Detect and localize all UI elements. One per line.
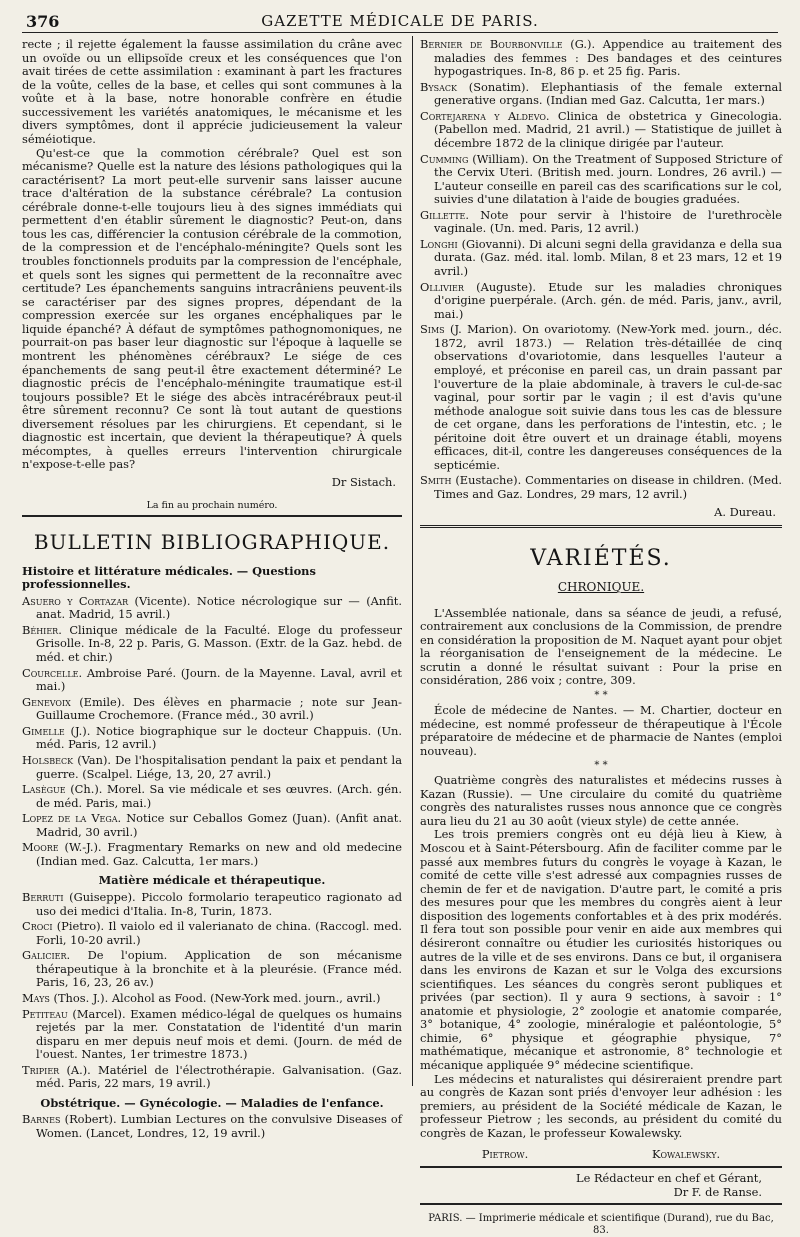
entry-text: (Emile). Des élèves en pharmacie ; note sur Jean-Guillaume Crochemore. (France méd., 30 avril.)	[36, 694, 402, 723]
bibliography-entry	[420, 323, 782, 472]
bulletin-section-heading: Matière médicale et thérapeutique.	[98, 873, 326, 888]
bibliography-entry	[22, 1113, 402, 1140]
entry-text: (Robert). Lumbian Lectures on the convulsive Diseases of Women. (Lancet, Londres, 12, 19 avril.)	[36, 1112, 402, 1141]
entry-text: (Giovanni). Di alcuni segni della gravidanza e della sua durata. (Gaz. méd. ital. lomb. Milan, 8 et 23 mars, 12 et 19 avril.)	[434, 236, 782, 278]
column-divider	[412, 36, 413, 1086]
entry-text: (Pietro). Il vaiolo ed il valerianato de china. (Raccogl. med. Forli, 10-20 avril.)	[36, 919, 402, 947]
chronique-paragraph: L'Assemblée nationale, dans sa séance de jeudi, a refusé, contrairement aux conclusions de la Commission, de prendre en considération la proposition de M. Naquet ayant pour objet la réorganisation de l'enseignement de la médecine. Le scrutin a donné le résultat suivant : Pour la prise en considération, 286 voix ; contre, 309.	[420, 605, 782, 688]
bibliography-entry	[22, 920, 402, 947]
entry-author: Galicier.	[22, 948, 71, 963]
bibliography-entry	[22, 1008, 402, 1062]
bibliography-entry	[420, 110, 782, 151]
editor-title: Le Rédacteur en chef et Gérant,	[576, 1170, 762, 1185]
section-rule	[22, 515, 402, 517]
entry-author: Barnes	[22, 1112, 61, 1127]
entry-author: Cortejarena y Aldevo.	[420, 108, 550, 123]
chronique-subtitle: CHRONIQUE.	[557, 580, 645, 595]
bibliography-entry	[22, 812, 402, 839]
bibliography-entry	[22, 891, 402, 918]
bibliography-entry	[420, 209, 782, 236]
bulletin-section-entries-continued	[420, 38, 782, 502]
entry-text: De l'opium. Application de son mécanisme thérapeutique à la bronchite et à la pleurésie. (France méd. Paris, 16, 23, 26 av.)	[36, 948, 402, 990]
entry-text: (J. Marion). On ovariotomy. (New-York med. journ., déc. 1872, avril 1873.) — Relation très-détaillée de cinq observations d'ovariotomie, dans lesquelles l'auteur a employé, et préconise en pareil cas, un drain passant par l'ouverture de la plaie abdominale, à travers le cul-de-sac vaginal, pour sortir par le vagin ; il est d'avis qu'une méthode analogue soit suivie dans tous les cas de blessure de cet organe, dans les perforations de l'intestin, etc. ; le péritoine doit être ouvert et un drainage établi, moyens efficaces, dit-il, contre les dangereuses conséquences de la septicémie.	[434, 322, 782, 472]
entry-text: (G.). Appendice au traitement des maladies des femmes : Des bandages et des ceintures hypogastriques. In-8, 86 p. et 25 fig. Paris.	[434, 37, 783, 79]
entry-text: (Auguste). Etude sur les maladies chroniques d'origine puerpérale. (Arch. gén. de méd. Paris, janv., avril, mai.)	[434, 279, 783, 321]
entry-author: Genevoix	[22, 694, 71, 709]
chronique-paragraph: Les trois premiers congrès ont eu déjà lieu à Kiew, à Moscou et à Saint-Pétersbourg. Afin de faciliter comme par le passé aux membres futurs du congrès le voyage à Kazan, le comité de cette ville s'est adressé aux compagnies russes de chemin de fer et de navigation. D'autre part, le comité a pris des mesures pour que les membres du congrès aient à leur disposition des logements confortables et à des prix modérés. Il fera tout son possible pour venir en aide aux membres qui désireront connaître ou étudier les curiosités historiques ou autres de la ville et de ses environs. Dans ce but, il organisera dans les environs de Kazan et sur le Volga des excursions scientifiques. Les séances du congrès seront publiques et privées (par section). Il y aura 9 sections, à savoir : 1° anatomie et physiologie, 2° zoologie et anatomie comparée, 3° botanique, 4° zoologie, minéralogie et paléontologie, 5° chimie, 6° physique et géographie physique, 7° mathématique, mécanique et astronomie, 8° technologie et mécanique appliquée 9° médecine scientifique.	[420, 827, 782, 1072]
page-header	[22, 10, 778, 33]
left-column	[22, 38, 402, 1143]
entry-author: Gillette.	[420, 207, 470, 222]
editor-name: Dr F. de Ranse.	[673, 1184, 762, 1199]
entry-author: Berruti	[22, 890, 64, 905]
section-rule	[420, 525, 782, 528]
page-number: 376	[26, 12, 60, 31]
asterism: * *	[594, 689, 608, 701]
entry-author: Gimelle	[22, 723, 65, 738]
chronique-paragraph: École de médecine de Nantes. — M. Chartier, docteur en médecine, est nommé professeur de thérapeutique à l'École préparatoire de médecine et de pharmacie de Nantes (emploi nouveau).	[420, 702, 782, 758]
entry-text: Clinica de obstetrica y Ginecologia. (Pabellon med. Madrid, 21 avril.) — Statistique de juillet à décembre 1872 de la clinique dirigée par l'auteur.	[434, 108, 783, 150]
entry-text: (Thos. J.). Alcohol as Food. (New-York med. journ., avril.)	[53, 990, 381, 1005]
entry-author: Holsbeck	[22, 752, 74, 767]
entry-author: Courcelle.	[22, 665, 83, 680]
entry-author: Petiteau	[22, 1006, 68, 1021]
entry-author: Bernier de Bourbonville	[420, 37, 563, 51]
journal-title: GAZETTE MÉDICALE DE PARIS.	[261, 12, 539, 30]
entry-text: (J.). Notice biographique sur le docteur Chappuis. (Un. méd. Paris, 12 avril.)	[36, 723, 403, 752]
chronique-paragraph: Quatrième congrès des naturalistes et médecins russes à Kazan (Russie). — Une circulaire du comité du quatrième congrès des naturalistes russes nous annonce que ce congrès aura lieu du 21 au 30 août (vieux style) de cette année.	[420, 773, 782, 828]
bibliography-entry	[22, 949, 402, 990]
entry-author: Sims	[420, 322, 445, 337]
right-column	[420, 38, 782, 1237]
entry-text: (Eustache). Commentaries on disease in children. (Med. Times and Gaz. Londres, 29 mars, 12 avril.)	[434, 473, 783, 501]
bulletin-section-heading: Histoire et littérature médicales. — Questions professionnelles.	[22, 563, 316, 592]
article-paragraph: Qu'est-ce que la commotion cérébrale? Quel est son mécanisme? Quelle est la nature des lésions pathologiques qui la caractérisent? La mort peut-elle survenir sans laisser aucune trace d'altération de la substance cérébrale? La contusion cérébrale donne-t-elle toujours lieu à des signes immédiats qui permettent d'en établir sûrement le diagnostic? Peut-on, dans tous les cas, différencier la contusion cérébrale de la commotion, de la compression et de l'encéphalo-méningite? Quels sont les troubles fonctionnels produits par la compression de l'encéphale, et quels sont les signes qui permettent de la reconnaître avec certitude? Les épanchements sanguins intracrâniens peuvent-ils se caractériser par des signes propres, dépendant de la compression exercée sur les organes encéphaliques par le liquide épanché? À défaut de symptômes pathognomoniques, ne pourrait-on pas baser leur diagnostic sur l'époque à laquelle se montrent les phénomènes cérébraux? Le siége de ces épanchements de sang peut-il être exactement déterminé? Le diagnostic précis de l'encéphalo-méningite traumatique est-il toujours possible? Et le siége des abcès intracérébraux peut-il être sûrement reconnu? Ce sont là tout autant de questions diversement résolues par les chirurgiens. Et cependant, si le diagnostic est incertain, que devient la thérapeutique? À quels mécomptes, à quelles erreurs l'intervention chirurgicale n'expose-t-elle pas?	[22, 145, 402, 472]
entry-author: Lopez de la Vega.	[22, 811, 122, 826]
bibliography-entry	[420, 238, 782, 279]
section-rule	[420, 1203, 782, 1205]
bulletin-signature: A. Dureau.	[714, 504, 776, 519]
bibliography-entry	[22, 754, 402, 781]
continued-note: La fin au prochain numéro.	[146, 499, 278, 511]
entry-text: (A.). Matériel de l'électrothérapie. Galvanisation. (Gaz. méd. Paris, 22 mars, 19 avril.)	[36, 1062, 402, 1091]
bibliography-entry	[22, 783, 402, 810]
signature-kowalewsky: Kowalewsky.	[651, 1147, 721, 1162]
bibliography-entry	[22, 696, 402, 723]
varietes-title: VARIÉTÉS.	[530, 546, 672, 572]
entry-author: Béhier.	[22, 622, 62, 637]
entry-text: (Sonatim). Elephantiasis of the female external generative organs. (Indian med Gaz. Calcutta, 1er mars.)	[434, 79, 782, 108]
bibliography-entry	[420, 474, 782, 501]
bibliography-entry	[22, 595, 402, 622]
entry-text: Notice sur Ceballos Gomez (Juan). (Anfit anat. Madrid, 30 avril.)	[36, 811, 402, 839]
bibliography-entry	[420, 153, 782, 207]
bulletin-title: BULLETIN BIBLIOGRAPHIQUE.	[33, 529, 391, 554]
chronique-paragraph: Les médecins et naturalistes qui désireraient prendre part au congrès de Kazan sont priés d'envoyer leur adhésion : les premiers, au président de la Société médicale de Kazan, le professeur Pietrow ; les seconds, au président du comité du congrès de Kazan, le professeur Kowalewsky.	[420, 1071, 782, 1140]
bibliography-entry	[420, 38, 782, 79]
bibliography-entry	[22, 1064, 402, 1091]
entry-author: Moore	[22, 840, 59, 855]
article-paragraph: recte ; il rejette également la fausse assimilation du crâne avec un ovoïde ou un ellipsoïde creux et les conséquences que l'on avait tirées de cette assimilation : examinant à part les fractures de la voûte, celles de la base, et celles qui sont communes à la voûte et à la base, notre honorable confrère en étudie successivement les variétés anatomiques, le mécanisme et les divers symptômes, dont il apprécie judicieusement la valeur séméiotique.	[22, 37, 402, 146]
bibliography-entry	[22, 992, 402, 1006]
bibliography-entry	[22, 624, 402, 665]
entry-text: Ambroise Paré. (Journ. de la Mayenne. Laval, avril et mai.)	[36, 665, 402, 694]
section-rule	[420, 1166, 782, 1168]
entry-author: Tripier	[22, 1062, 60, 1077]
entry-author: Ollivier	[420, 279, 464, 294]
entry-author: Cumming	[420, 151, 469, 166]
entry-text: (Ch.). Morel. Sa vie médicale et ses œuvres. (Arch. gén. de méd. Paris, mai.)	[36, 782, 402, 810]
entry-text: Clinique médicale de la Faculté. Eloge du professeur Grisolle. In-8, 22 p. Paris, G. Masson. (Extr. de la Gaz. hebd. de méd. et chir.)	[36, 622, 402, 665]
signature-pietrow: Pietrow.	[481, 1147, 529, 1162]
bulletin-section-entries	[22, 891, 402, 1091]
entry-text: (Guiseppe). Piccolo formolario terapeutico ragionato ad uso dei medici d'Italia. In-8, Turin, 1873.	[36, 890, 403, 918]
bibliography-entry	[420, 81, 782, 108]
entry-author: Asuero y Cortazar	[22, 593, 129, 608]
bibliography-entry	[22, 841, 402, 868]
entry-text: (W.-J.). Fragmentary Remarks on new and old medecine (Indian med. Gaz. Calcutta, 1er mars.)	[36, 840, 403, 868]
entry-text: (Vicente). Notice nécrologique sur — (Anfit. anat. Madrid, 15 avril.)	[36, 593, 403, 622]
bulletin-section-heading: Obstétrique. — Gynécologie. — Maladies de l'enfance.	[40, 1095, 384, 1110]
entry-author: Bysack	[420, 79, 458, 94]
article-signature: Dr Sistach.	[331, 475, 396, 489]
entry-author: Smith	[420, 473, 452, 488]
bibliography-entry	[22, 667, 402, 694]
entry-text: Note pour servir à l'histoire de l'urethrocèle vaginale. (Un. med. Paris, 12 avril.)	[434, 207, 783, 236]
bibliography-entry	[420, 281, 782, 322]
entry-text: (Marcel). Examen médico-légal de quelques os humains rejetés par la mer. Constatation de l'identité d'un marin disparu en mer depuis neuf mois et demi. (Journ. de méd de l'ouest. Nantes, 1er trimestre 1873.)	[36, 1006, 402, 1062]
entry-author: Lasègue	[22, 782, 66, 797]
entry-text: (William). On the Treatment of Supposed Stricture of the Cervix Uteri. (British med. journ. Londres, 26 avril.) — L'auteur conseille en pareil cas des scarifications sur le col, suivies d'une dilatation à l'aide de bougies graduées.	[434, 151, 783, 207]
editor-block	[420, 1172, 782, 1199]
entry-author: Longhi	[420, 236, 458, 251]
entry-author: Croci	[22, 919, 53, 934]
chronique-signatures	[420, 1148, 782, 1162]
printer-imprint: PARIS. — Imprimerie médicale et scientifique (Durand), rue du Bac, 83.	[428, 1213, 774, 1236]
asterism: * *	[594, 760, 608, 772]
bulletin-section-entries	[22, 1113, 402, 1140]
entry-author: Mays	[22, 990, 50, 1005]
bulletin-section-entries	[22, 595, 402, 869]
entry-text: (Van). De l'hospitalisation pendant la paix et pendant la guerre. (Scalpel. Liége, 13, 20, 27 avril.)	[36, 752, 402, 781]
bibliography-entry	[22, 725, 402, 752]
